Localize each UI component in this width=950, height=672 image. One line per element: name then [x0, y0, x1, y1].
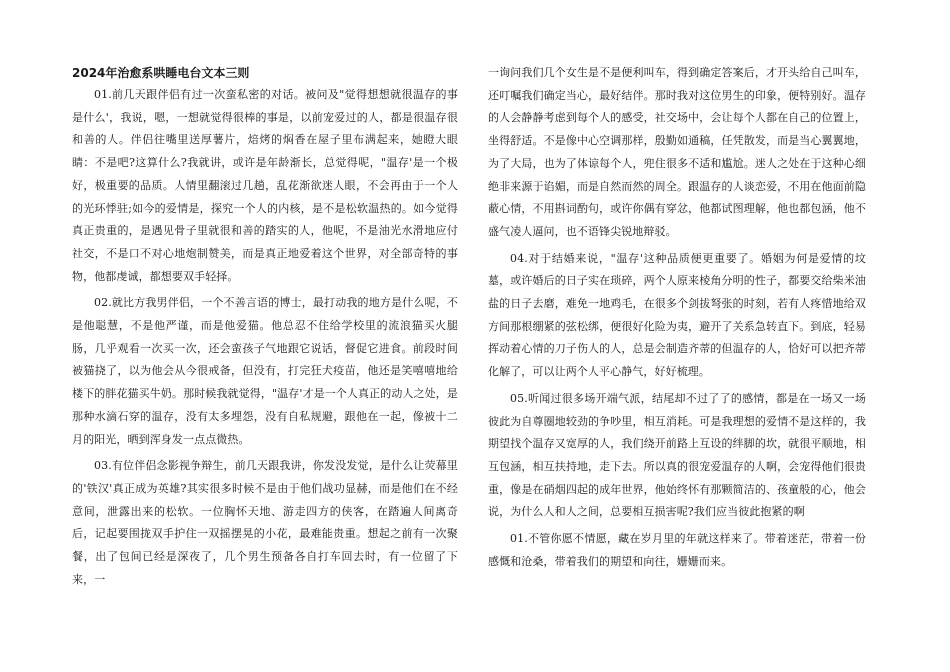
paragraph-03: 03.有位伴侣念影视争辩生，前几天跟我讲，你发没发觉，是什么让荧幕里的'铁汉'真正成为英雄?其实很多时候不是由于他们战功显赫，而是他们在不经意间，泄露出来的松软。一位胸怀天地、游走四方的侠客，在踏遍人间离奇后，记起要围拢双手护住一双摇摆晃的小花，最难能贵重。想起之前有一次聚餐，出了包间已经是深夜了，几个男生预备各自打车回去时，有一位留了下来，一	[72, 459, 458, 586]
paragraph-second-01: 01.不管你愿不情愿，藏在岁月里的年就这样来了。带着迷茫，带着一份感慨和沧桑，带着我们的期望和向往，姗姗而来。	[488, 532, 866, 568]
paragraph-04: 04.对于结婚来说，"温存'这种品质便更重要了。婚姻为何是爱情的坟墓，或许婚后的日子实在琐碎，两个人原来棱角分明的性子，都要交给柴米油盐的日子去磨，难免一地鸡毛，在很多个剑拔弩张的时刻，若有人疼惜地给双方间那根绷紧的弦松绑，便很好化险为夷，避开了关系急转直下。到底，轻易挥动着心情的刀子伤人的人，总是会制造齐蒂的但温存的人，恰好可以把齐蒂化解了，可以让两个人平心静气，好好梳理。	[488, 251, 866, 379]
document-title: 2024年治愈系哄睡电台文本三则	[72, 66, 250, 80]
left-column	[72, 62, 458, 595]
paragraph-02: 02.就比方我男伴侣，一个不善言语的博士，最打动我的地方是什么呢，不是他聪慧，不是他严谨，而是他爱猫。他总忍不住给学校里的流浪猫买火腿肠，几乎观看一次买一次，还会蛮孩子气地跟它说话，督促它进食。前段时间被猫挠了，以为他会从今很戒备，但没有，打完狂犬疫苗，他还是笑嘻嘻地给楼下的胖花猫买牛奶。那时候我就觉得，"温存'才是一个人真正的动人之处，是那种水滴石穿的温存，没有太多埋怨，没有自私规避，跟他在一起，像被十二月的阳光，晒到浑身发一点点微热。	[72, 296, 458, 446]
paragraph-05: 05.听闻过很多场开端气派，结尾却不过了了的感情，都是在一场又一场彼此为自尊圈地较劲的争吵里，相互消耗。可是我理想的爱情不是这样的，我期望找个温存又宽厚的人，我们绕开前路上互设的绊脚的坎，就很平顺地，相互包涵，相互扶持地，走下去。所以真的很宠爱温存的人啊，会宠得他们很贵重，像是在硝烟四起的成年世界，他始终怀有那颗简洁的、孩童般的心，他会说，为什么人和人之间，总要相互损害呢?我们应当彼此抱紧的啊	[488, 391, 866, 519]
paragraph-01: 01.前几天跟伴侣有过一次蛮私密的对话。被问及"觉得想想就很温存的事是什么'，我说，嗯，一想就觉得很棒的事是，以前宠爱过的人，都是很温存很和善的人。伴侣往嘴里送厚薯片，焙烤的焖香在屋子里布满起来，她瞪大眼睛：不是吧?这算什么?我就讲，或许是年龄渐长，总觉得呢，"温存'是一个极好，极重要的品质。人情里翻滚过几趟，乱花渐欲迷人眼，不会再由于一个人的光环悸驻;如今的爱情是，探究一个人的内核，是不是松软温热的。如今觉得真正贵重的，是遇见骨子里就很和善的踏实的人，他呢，不是油光水滑地应付社交，不是口不对心地炮制赞美，而是真正地爱着这个世界，对全部奇特的事物，他都虔诚，都想要双手轻择。	[72, 88, 458, 283]
right-column	[488, 62, 866, 577]
paragraph-03-continued: 一询问我们几个女生是不是便利叫车，得到确定答案后，才开头给自己叫车，还叮嘱我们确定当心，最好结伴。那时我对这位男生的印象，便特别好。温存的人会静静考虑到每个人的感受，社交场中，会让每个人都在自己的位置上，坐得舒适。不是像中心空调那样，殷勤如通稿，任凭散发，而是当心翼翼地，为了大局，也为了体谅每个人，兜住很多不适和尴尬。迷人之处在于这种心细绝非来源于谄媚，而是自然而然的周全。跟温存的人谈恋爱，不用在他面前隐蔽心情，不用斟词酌句，或许你偶有穿忿，他都试图理解，他也都包涵，他不盛气凌人逼问，也不语锋尖锐地辩驳。	[488, 66, 866, 238]
